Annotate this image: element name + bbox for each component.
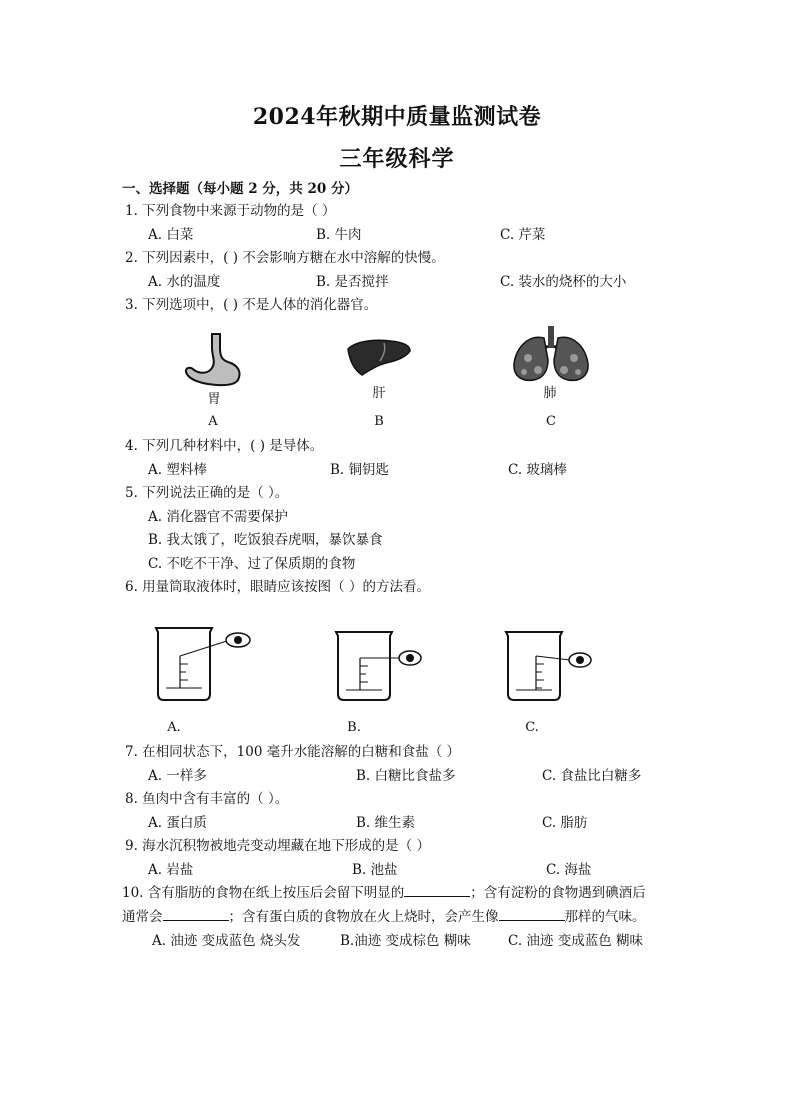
organ-label-lung: 肺	[543, 386, 557, 401]
q6-stem: 6. 用量筒取液体时，眼睛应该按图（ ）的方法看。	[125, 579, 430, 595]
q9-option-a: A. 岩盐	[148, 862, 194, 878]
q4-option-c: C. 玻璃棒	[508, 462, 567, 478]
q2-option-b: B. 是否搅拌	[316, 274, 389, 290]
q8-option-b: B. 维生素	[356, 815, 416, 831]
q3-stem: 3. 下列选项中，( ) 不是人体的消化器官。	[125, 297, 378, 313]
beaker-figure-c	[500, 626, 610, 702]
q9-stem: 9. 海水沉积物被地壳变动埋藏在地下形成的是（ ）	[125, 838, 430, 854]
q2-option-a: A. 水的温度	[148, 274, 221, 290]
q2-option-c: C. 装水的烧杯的大小	[500, 274, 627, 290]
q3-letter-c: C	[546, 414, 556, 429]
liver-figure	[344, 335, 414, 379]
q4-option-a: A. 塑料棒	[148, 462, 207, 478]
q7-option-c: C. 食盐比白糖多	[542, 768, 642, 784]
q8-option-a: A. 蛋白质	[148, 815, 207, 831]
q1-option-b: B. 牛肉	[316, 227, 362, 243]
q5-option-c: C. 不吃不干净、过了保质期的食物	[148, 556, 356, 572]
q10-blank-1	[404, 884, 470, 897]
q5-option-a: A. 消化器官不需要保护	[148, 509, 288, 525]
q10-option-c: C. 油迹 变成蓝色 糊味	[508, 933, 644, 949]
stomach-figure	[182, 330, 246, 388]
q2-stem: 2. 下列因素中，( ) 不会影响方糖在水中溶解的快慢。	[125, 250, 445, 266]
q9-option-c: C. 海盐	[546, 862, 592, 878]
q10-stem-line2	[122, 908, 646, 926]
exam-title: 2024年秋期中质量监测试卷	[252, 104, 542, 130]
q3-letter-b: B	[374, 414, 384, 429]
q10-text-4: ；含有蛋白质的食物放在火上烧时，会产生像	[228, 909, 499, 925]
q3-letter-a: A	[208, 414, 218, 429]
organ-label-liver: 肝	[372, 386, 386, 401]
lungs-figure	[510, 324, 592, 384]
q6-letter-a: A.	[167, 720, 181, 735]
q10-blank-3	[499, 908, 565, 921]
section-heading: 一、选择题（每小题 2 分，共 20 分）	[122, 181, 358, 197]
organ-label-stomach: 胃	[207, 392, 221, 407]
q7-stem: 7. 在相同状态下，100 毫升水能溶解的白糖和食盐（ ）	[125, 744, 461, 760]
q1-option-a: A. 白菜	[148, 227, 194, 243]
q7-option-a: A. 一样多	[148, 768, 207, 784]
q10-text-2: ；含有淀粉的食物遇到碘酒后	[470, 885, 646, 901]
beaker-figure-a	[150, 622, 260, 702]
q4-stem: 4. 下列几种材料中，( ) 是导体。	[125, 438, 324, 454]
q5-option-b: B. 我太饿了，吃饭狼吞虎咽，暴饮暴食	[148, 532, 383, 548]
q8-stem: 8. 鱼肉中含有丰富的（ ）。	[125, 791, 289, 807]
q10-option-a: A. 油迹 变成蓝色 烧头发	[152, 933, 301, 949]
q1-stem: 1. 下列食物中来源于动物的是（ ）	[125, 203, 336, 219]
q6-letter-b: B.	[347, 720, 361, 735]
q7-option-b: B. 白糖比食盐多	[356, 768, 456, 784]
q5-stem: 5. 下列说法正确的是（ ）。	[125, 485, 289, 501]
q4-option-b: B. 铜钥匙	[330, 462, 390, 478]
q10-text-5: 那样的气味。	[564, 909, 646, 925]
q10-blank-2	[163, 908, 229, 921]
exam-subtitle: 三年级科学	[339, 146, 455, 172]
q10-text-3: 通常会	[122, 909, 163, 925]
q10-option-b: B.油迹 变成棕色 糊味	[340, 933, 471, 949]
q10-text-1: 10. 含有脂肪的食物在纸上按压后会留下明显的	[122, 885, 405, 901]
q8-option-c: C. 脂肪	[542, 815, 588, 831]
beaker-figure-b	[330, 626, 440, 702]
q10-stem-line1	[122, 884, 646, 902]
q1-option-c: C. 芹菜	[500, 227, 546, 243]
q6-letter-c: C.	[525, 720, 539, 735]
q9-option-b: B. 池盐	[352, 862, 398, 878]
